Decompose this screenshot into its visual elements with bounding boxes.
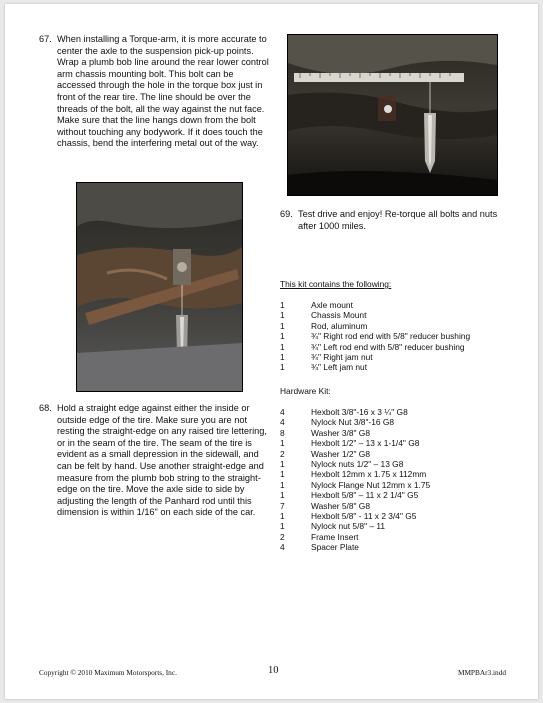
item-quantity: 1: [280, 341, 285, 352]
item-quantity: 4: [280, 407, 285, 417]
item-quantity: 8: [280, 427, 285, 438]
item-quantity: 1: [280, 490, 285, 501]
item-description: Washer 1/2" G8: [311, 448, 370, 459]
item-quantity: 1: [280, 438, 285, 449]
hardware-kit-heading: Hardware Kit:: [280, 386, 331, 396]
item-quantity: 1: [280, 320, 285, 331]
item-description: Chassis Mount: [311, 310, 367, 321]
item-quantity: 1: [280, 362, 285, 373]
item-quantity: 2: [280, 531, 285, 542]
item-description: Nylock nut 5/8" – 11: [311, 521, 386, 532]
item-quantity: 1: [280, 469, 285, 480]
item-quantity: 1: [280, 521, 285, 532]
step-number: 68.: [39, 403, 52, 413]
plumb-bob-ruler-photo: [287, 34, 498, 196]
item-description: Rod, aluminum: [311, 320, 368, 331]
item-description: ¾" Left rod end with 5/8" reducer bushing: [311, 341, 465, 352]
step-text: When installing a Torque-arm, it is more accurate to center the axle to the suspension pick-up points. Wrap a plumb bob line around the rear lower control arm chassis mounting bolt. This bolt can be accessed through the hole in the torque box just in front of the rear tire. The line should be over the threads of the bolt, all the way against the nut face. Make sure that the line hangs down from the bolt without touching any bodywork. If it does touch the chassis, bend the interfering metal out of the way.: [57, 34, 269, 149]
item-quantity: 1: [280, 479, 285, 490]
item-quantity: 1: [280, 351, 285, 362]
item-description: Washer 5/8" G8: [311, 500, 370, 511]
step-text: Test drive and enjoy! Re-torque all bolts and nuts after 1000 miles.: [298, 209, 498, 231]
plumb-bob-chassis-photo: [76, 182, 243, 392]
item-description: Hexbolt 5/8" - 11 x 2 3/4" G5: [311, 510, 417, 521]
item-description: Hexbolt 5/8" – 11 x 2 1/4" G5: [311, 490, 419, 501]
footer-filename: MMPBAr3.indd: [457, 668, 506, 677]
item-quantity: 1: [280, 310, 285, 321]
item-quantity: 1: [280, 458, 285, 469]
item-description: Hexbolt 12mm x 1.75 x 112mm: [311, 469, 427, 480]
item-quantity: 1: [280, 300, 285, 310]
item-description: Washer 3/8" G8: [311, 427, 370, 438]
item-quantity: 7: [280, 500, 285, 511]
item-description: ¾" Right jam nut: [311, 351, 373, 362]
kit-contents-heading: This kit contains the following:: [280, 279, 392, 289]
item-description: Nylock Flange Nut 12mm x 1.75: [311, 479, 431, 490]
footer-page-number: 10: [268, 665, 279, 676]
item-description: Axle mount: [311, 300, 353, 310]
item-quantity: 2: [280, 448, 285, 459]
step-number: 69.: [280, 209, 293, 219]
footer-copyright: Copyright © 2010 Maximum Motorsports, Inc.: [39, 668, 177, 677]
item-description: Nylock nuts 1/2" – 13 G8: [311, 458, 404, 469]
step-text: Hold a straight edge against either the inside or outside edge of the tire. Make sure you are not resting the straight-edge on any raised tire lettering, or in the seam of the tire. The seam of the tire is evident as a small depression in the sidewall, and can be felt by hand. Use another straight-edge and measure from the plumb bob string to the straight-edge on the tire. Move the axle side to side by adjusting the length of the Panhard rod until this dimension is within 1/16" on each side of the car.: [57, 403, 267, 518]
item-description: ¾" Left jam nut: [311, 362, 368, 373]
item-quantity: 1: [280, 510, 285, 521]
item-description: Frame Insert: [311, 531, 359, 542]
item-description: Hexbolt 3/8"-16 x 3 ¼" G8: [311, 407, 408, 417]
item-description: Spacer Plate: [311, 542, 359, 553]
item-quantity: 4: [280, 542, 285, 553]
item-description: Nylock Nut 3/8"-16 G8: [311, 417, 395, 428]
manual-page: [5, 4, 538, 699]
item-description: Hexbolt 1/2" – 13 x 1-1/4" G8: [311, 438, 420, 449]
item-quantity: 1: [280, 331, 285, 342]
step-number: 67.: [39, 34, 52, 44]
item-quantity: 4: [280, 417, 285, 428]
item-description: ¾" Right rod end with 5/8" reducer bushing: [311, 331, 471, 342]
